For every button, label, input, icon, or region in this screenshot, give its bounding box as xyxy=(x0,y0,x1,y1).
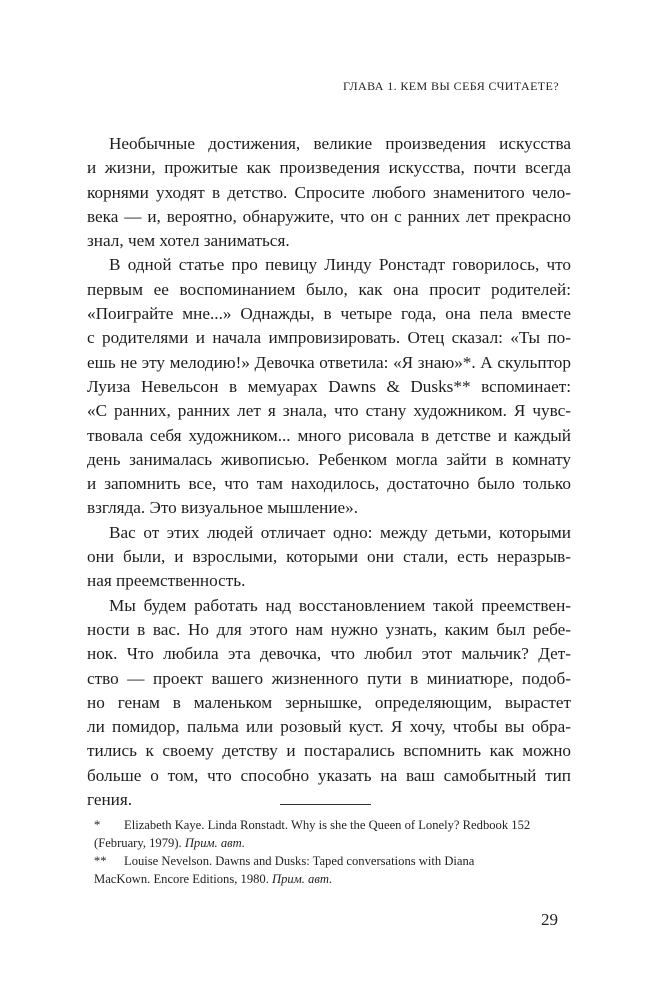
footnote-1-line-1: * Elizabeth Kaye. Linda Ronstadt. Why is she the Queen of Lonely? Redbook 152 xyxy=(94,818,531,832)
text-line: века — и, вероятно, обнаружите, что он с ранних лет прекрасно xyxy=(87,206,571,226)
text-line: ство — проект вашего жизненного пути в миниатюре, подоб- xyxy=(87,668,571,688)
footnote-2-note: Прим. авт. xyxy=(272,872,333,886)
text-line: ная преемственность. xyxy=(87,571,246,591)
running-head: ГЛАВА 1. КЕМ ВЫ СЕБЯ СЧИТАЕТЕ? xyxy=(343,79,559,93)
footnotes xyxy=(94,816,574,888)
text-line: знал, чем хотел заниматься. xyxy=(87,231,290,251)
text-line: но генам в маленьком зернышке, определяющим, вырастет xyxy=(87,692,571,712)
text-line: ности в вас. Но для этого нам нужно узнать, каким был ребе- xyxy=(87,619,571,639)
text-line: день занималась живописью. Ребенком могла зайти в комнату xyxy=(87,449,571,469)
text-line: Необычные достижения, великие произведения искусства xyxy=(109,134,571,153)
page-number: 29 xyxy=(541,910,558,929)
text-line: они были, и взрослыми, которыми они стали, есть неразрыв- xyxy=(87,547,571,567)
text-line: твовала себя художником... много рисовала в детстве и каждый xyxy=(87,425,571,445)
text-line: тились к своему детству и постарались вспомнить как можно xyxy=(87,741,571,761)
text-line: взгляда. Это визуальное мышление». xyxy=(87,498,359,518)
text-line: и жизни, прожитые как произведения искусства, почти всегда xyxy=(87,158,571,178)
text-line: В одной статье про певицу Линду Ронстадт говорилось, что xyxy=(109,255,571,275)
body-text xyxy=(87,132,571,812)
text-line: первым ее воспоминанием было, как она просит родителей: xyxy=(87,279,571,299)
footnote-rule xyxy=(280,804,371,805)
text-line: Мы будем работать над восстановлением такой преемствен- xyxy=(109,595,571,615)
footnote-1-note: Прим. авт. xyxy=(184,836,245,850)
text-line: с родителями и начала импровизировать. Отец сказал: «Ты по- xyxy=(87,328,571,348)
footnote-2-line-1: ** Louise Nevelson. Dawns and Dusks: Taped conversations with Diana xyxy=(94,854,475,868)
text-line: Луиза Невельсон в мемуарах Dawns & Dusks** вспоминает: xyxy=(87,376,571,396)
footnote-2-line-2: MacKown. Encore Editions, 1980. Прим. авт. xyxy=(94,872,333,886)
text-line: нок. Что любила эта девочка, что любил этот мальчик? Дет- xyxy=(87,644,571,664)
text-line: «Поиграйте мне...» Однажды, в четыре года, она пела вместе xyxy=(87,304,571,324)
text-line: больше о том, что способно указать на ваш самобытный тип xyxy=(87,765,571,785)
text-line: Вас от этих людей отличает одно: между детьми, которыми xyxy=(109,522,571,542)
footnote-1-line-2: (February, 1979). Прим. авт. xyxy=(94,836,245,850)
text-line: «С ранних, ранних лет я знала, что стану художником. Я чувс- xyxy=(87,401,571,421)
text-line: ли помидор, пальма или розовый куст. Я хочу, чтобы вы обра- xyxy=(87,717,571,737)
text-line: гения. xyxy=(87,790,133,810)
text-line: ешь не эту мелодию!» Девочка ответила: «Я знаю»*. А скульптор xyxy=(87,352,571,372)
text-line: и запомнить все, что там находилось, достаточно было только xyxy=(87,474,571,494)
text-line: корнями уходят в детство. Спросите любого знаменитого чело- xyxy=(87,182,571,202)
